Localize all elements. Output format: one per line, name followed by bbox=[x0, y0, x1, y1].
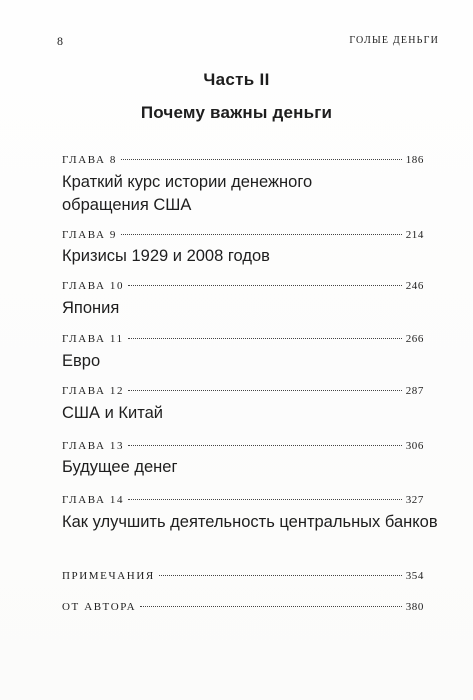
dot-leader bbox=[121, 234, 402, 235]
part-title: Часть II bbox=[203, 70, 270, 89]
chapter-page-number: 186 bbox=[405, 154, 424, 166]
chapter-title bbox=[62, 171, 432, 217]
back-matter-page-number: 354 bbox=[405, 570, 424, 582]
chapter-title-line: Япония bbox=[62, 299, 120, 317]
back-matter-label: ОТ АВТОРА bbox=[62, 601, 137, 613]
chapter-label: ГЛАВА 9 bbox=[62, 229, 117, 241]
chapter-title-line: Будущее денег bbox=[62, 458, 178, 476]
toc-entry-chapter-8 bbox=[62, 154, 424, 168]
dot-leader bbox=[121, 159, 402, 160]
toc-entry-notes bbox=[62, 570, 424, 584]
chapter-title bbox=[62, 456, 432, 479]
chapter-title bbox=[62, 350, 432, 373]
chapter-title-line: Как улучшить деятельность центральных банков bbox=[62, 513, 438, 531]
chapter-page-number: 266 bbox=[405, 333, 424, 345]
toc-entry-chapter-12 bbox=[62, 385, 424, 399]
chapter-page-number: 306 bbox=[405, 440, 424, 452]
part-subtitle: Почему важны деньги bbox=[140, 103, 333, 122]
running-head bbox=[57, 34, 439, 50]
chapter-title-line: США и Китай bbox=[62, 404, 164, 422]
chapter-label: ГЛАВА 13 bbox=[62, 440, 125, 452]
chapter-title-line: Кризисы 1929 и 2008 годов bbox=[62, 247, 270, 265]
back-matter-page-number: 380 bbox=[405, 601, 424, 613]
chapter-title bbox=[62, 402, 432, 425]
chapter-title-line: обращения США bbox=[62, 196, 192, 214]
toc-entry-chapter-11 bbox=[62, 333, 424, 347]
page-number: 8 bbox=[57, 34, 64, 48]
back-matter-label: ПРИМЕЧАНИЯ bbox=[62, 570, 155, 582]
toc-entry-chapter-9 bbox=[62, 229, 424, 243]
dot-leader bbox=[159, 575, 402, 576]
dot-leader bbox=[128, 499, 402, 500]
chapter-title-line: Евро bbox=[62, 352, 101, 370]
toc-entry-chapter-10 bbox=[62, 280, 424, 294]
chapter-label: ГЛАВА 10 bbox=[62, 280, 125, 292]
chapter-title bbox=[62, 297, 432, 320]
chapter-label: ГЛАВА 12 bbox=[62, 385, 125, 397]
chapter-title-line: Краткий курс истории денежного bbox=[62, 173, 313, 191]
chapter-title bbox=[62, 245, 432, 268]
chapter-page-number: 214 bbox=[405, 229, 424, 241]
toc-entry-about-author bbox=[62, 601, 424, 615]
toc-entry-chapter-14 bbox=[62, 494, 424, 508]
chapter-page-number: 246 bbox=[405, 280, 424, 292]
chapter-label: ГЛАВА 14 bbox=[62, 494, 125, 506]
dot-leader bbox=[128, 285, 402, 286]
dot-leader bbox=[140, 606, 402, 607]
chapter-label: ГЛАВА 11 bbox=[62, 333, 124, 345]
chapter-label: ГЛАВА 8 bbox=[62, 154, 117, 166]
chapter-page-number: 287 bbox=[405, 385, 424, 397]
dot-leader bbox=[128, 390, 402, 391]
toc-entry-chapter-13 bbox=[62, 440, 424, 454]
dot-leader bbox=[128, 445, 402, 446]
running-head-title: ГОЛЫЕ ДЕНЬГИ bbox=[349, 35, 439, 46]
chapter-title bbox=[62, 511, 438, 534]
chapter-page-number: 327 bbox=[405, 494, 424, 506]
dot-leader bbox=[128, 338, 402, 339]
